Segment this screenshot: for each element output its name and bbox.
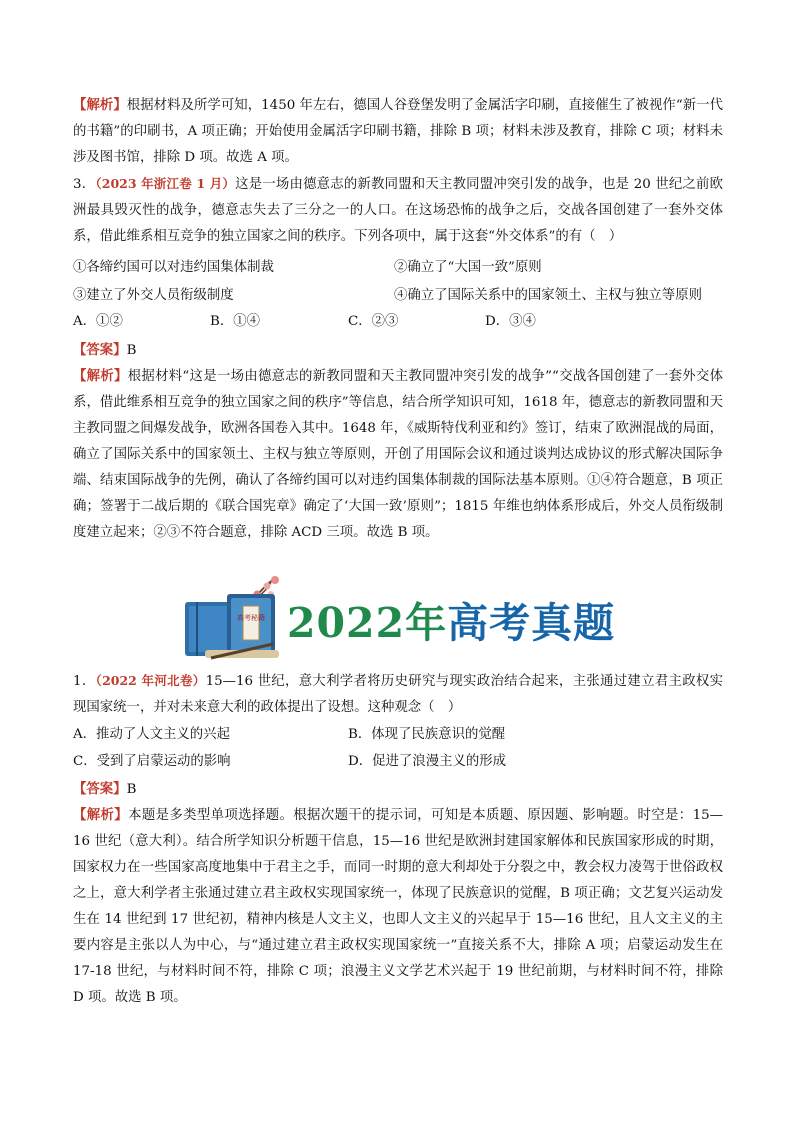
question-1-stem — [73, 668, 723, 721]
option-b: B．体现了民族意识的觉醒 — [348, 727, 506, 742]
analysis-text: 本题是多类型单项选择题。根据次题干的提示词，可知是本质题、原因题、影响题。时空是：15—16 世纪（意大利）。结合所学知识分析题干信息，15—16 世纪是欧洲封建国家解体和民族国家形成的时期，国家权力在一些国家高度地集中于君主之手，而同一时期的意大利却处于分裂之中，教会权力凌驾于世俗政权之上，意大利学者主张通过建立君主政权实现国家统一，体现了民族意识的觉醒，B 项正确；文艺复兴运动发生在 14 世纪到 17 世纪初，精神内核是人文主义，也即人文主义的兴起早于 15—16 世纪，且人文主义的主要内容是主张以人为中心，与“通过建立君主政权实现国家统一”直接关系不大，排除 A 项；启蒙运动发生在 17-18 世纪，与材料时间不符，排除 C 项；浪漫主义文学艺术兴起于 19 世纪前期，与材料时间不符，排除 D 项。故选 B 项。 — [73, 808, 723, 1005]
option-d: D．促进了浪漫主义的形成 — [348, 754, 507, 769]
statement-1: ①各缔约国可以对违约国集体制裁 — [73, 260, 274, 275]
book-label-top: 高考秘籍 — [237, 614, 265, 622]
option-a: A．推动了人文主义的兴起 — [73, 727, 230, 742]
option-c: C．②③ — [348, 314, 399, 329]
answer-line — [73, 776, 136, 803]
answer-value: B — [126, 343, 137, 358]
answer-value: B — [126, 782, 137, 797]
answer-line — [73, 337, 136, 364]
prev-analysis — [73, 92, 723, 171]
option-a: A．①② — [73, 314, 123, 329]
question-3-analysis — [73, 363, 723, 546]
question-text: 这是一场由德意志的新教同盟和天主教同盟冲突引发的战争，也是 20 世纪之前欧洲最具毁灭性的战争，德意志失去了三分之一的人口。在这场恐怖的战争之后，交战各国创建了一套外交体系，借此维系相互竞争的独立国家之间的秩序。下列各项中，属于这套“外交体系”的有（ ） — [73, 177, 723, 244]
answer-tag: 【答案】 — [73, 342, 127, 358]
section-title-text: 高考真题 — [447, 599, 616, 647]
question-source: （2023 年浙江卷 1 月） — [95, 176, 236, 191]
option-b: B．①④ — [210, 314, 261, 329]
section-title-year: 2022年 — [287, 599, 448, 647]
statement-3: ③建立了外交人员衔级制度 — [73, 288, 234, 303]
question-number: 1． — [73, 674, 96, 689]
book-stack-icon — [185, 594, 279, 658]
question-1-analysis — [73, 802, 723, 1011]
analysis-tag: 【解析】 — [73, 807, 129, 823]
analysis-tag: 【解析】 — [73, 97, 127, 113]
option-d: D．③④ — [485, 314, 536, 329]
statement-4: ④确立了国际关系中的国家领土、主权与独立等原则 — [394, 288, 702, 303]
section-title — [287, 590, 615, 649]
option-c: C．受到了启蒙运动的影响 — [73, 754, 231, 769]
question-number: 3． — [73, 177, 96, 192]
analysis-text: 根据材料及所学可知，1450 年左右，德国人谷登堡发明了金属活字印刷，直接催生了被视作“新一代的书籍”的印刷书，A 项正确；开始使用金属活字印刷书籍，排除 B 项；材料未涉及教育，排除 C 项；材料未涉及图书馆，排除 D 项。故选 A 项。 — [73, 98, 723, 165]
answer-tag: 【答案】 — [73, 781, 127, 797]
question-source: （2022 年河北卷） — [95, 673, 206, 688]
question-text: 15—16 世纪，意大利学者将历史研究与现实政治结合起来，主张通过建立君主政权实现国家统一，并对未来意大利的政体提出了设想。这种观念（ ） — [73, 674, 723, 715]
analysis-text: 根据材料“这是一场由德意志的新教同盟和天主教同盟冲突引发的战争”“交战各国创建了一套外交体系，借此维系相互竞争的独立国家之间的秩序”等信息，结合所学知识可知，1618 年，德意志的新教同盟和天主教同盟之间爆发战争，欧洲各国卷入其中。1648 年，《威斯特伐利亚和约》签订，结束了欧洲混战的局面，确立了国际关系中的国家领土、主权与独立等原则，开创了用国际会议和通过谈判达成协议的形式解决国际争端、结束国际战争的先例，确认了各缔约国可以对违约国集体制裁的国际法基本原则。①④符合题意，B 项正确；签署于二战后期的《联合国宪章》确定了‘大国一致’原则”；1815 年维也纳体系形成后，外交人员衔级制度建立起来；②③不符合题意，排除 ACD 三项。故选 B 项。 — [73, 369, 723, 540]
analysis-tag: 【解析】 — [73, 368, 128, 384]
question-3-stem — [73, 171, 723, 250]
statement-2: ②确立了“大国一致”原则 — [394, 260, 542, 275]
